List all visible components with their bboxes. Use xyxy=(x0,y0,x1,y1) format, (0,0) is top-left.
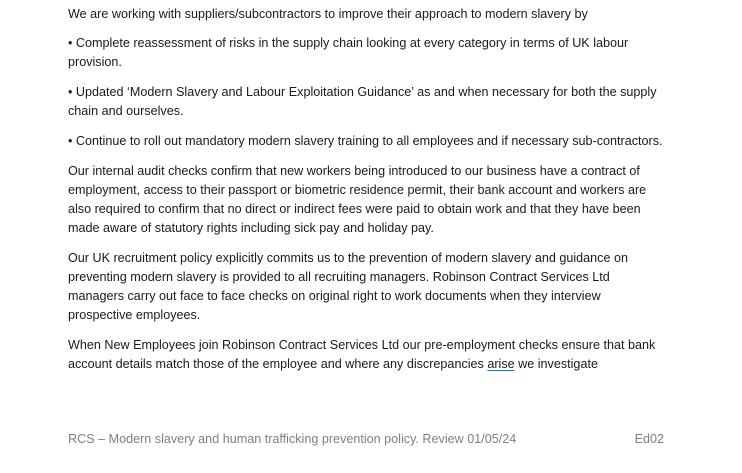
bullet-icon: • xyxy=(68,85,73,99)
intro-paragraph: We are working with suppliers/subcontractors to improve their approach to modern slavery by xyxy=(68,7,588,21)
new-employees-paragraph xyxy=(68,336,668,374)
document-body xyxy=(68,5,668,385)
recruitment-paragraph: Our UK recruitment policy explicitly commits us to the prevention of modern slavery and guidance on preventing modern slavery is provided to all recruiting managers. Robinson Contract Services Ltd managers carry out face to face checks on original right to work documents when they interview prospective employees. xyxy=(68,251,628,322)
bullet-item-guidance-update xyxy=(68,83,668,121)
bullet-item-risk-reassessment xyxy=(68,34,668,72)
footer-policy-title: RCS – Modern slavery and human trafficking prevention policy. Review 01/05/24 xyxy=(68,432,517,446)
bullet-icon: • xyxy=(68,134,73,148)
new-employees-text-start: When New Employees join Robinson Contract Services Ltd our pre-employment checks ensure that bank account details match those of the employee and where any discrepancies xyxy=(68,338,656,371)
bullet-text: Updated ‘Modern Slavery and Labour Exploitation Guidance’ as and when necessary for both the supply chain and ourselves. xyxy=(68,85,657,118)
spellcheck-flagged-word[interactable]: arise xyxy=(487,357,515,371)
footer-edition: Ed02 xyxy=(634,432,664,446)
new-employees-text-end: we investigate xyxy=(514,357,598,371)
bullet-text: Continue to roll out mandatory modern slavery training to all employees and if necessary sub-contractors. xyxy=(75,134,663,148)
bullet-item-training xyxy=(68,132,668,151)
bullet-text: Complete reassessment of risks in the supply chain looking at every category in terms of UK labour provision. xyxy=(68,36,629,69)
bullet-icon: • xyxy=(68,36,73,50)
audit-paragraph: Our internal audit checks confirm that new workers being introduced to our business have a contract of employment, access to their passport or biometric residence permit, their bank account and workers are also required to confirm that no direct or indirect fees were paid to obtain work and that they have been made aware of statutory rights including sick pay and holiday pay. xyxy=(68,164,647,235)
